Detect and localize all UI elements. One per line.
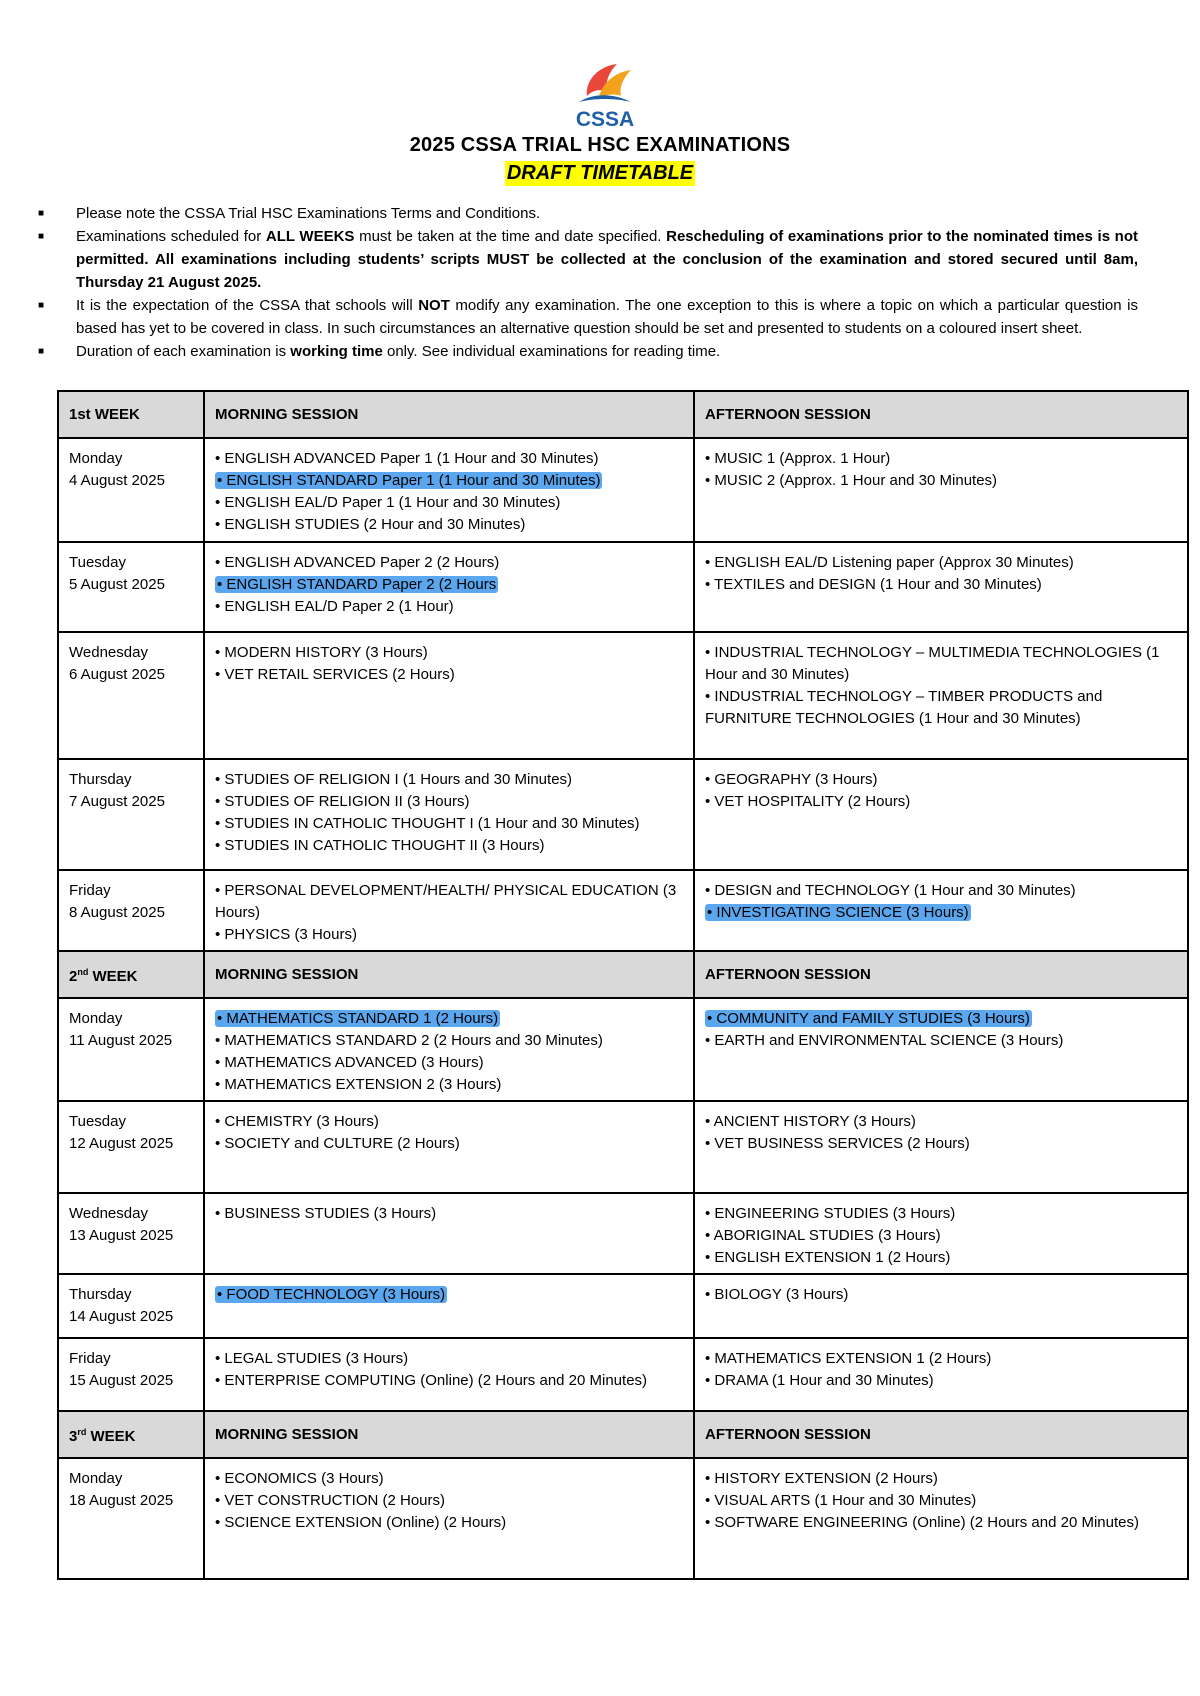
day-name: Friday (69, 1350, 111, 1367)
morning-cell (204, 1193, 694, 1274)
week-header-row (58, 951, 1188, 998)
exam-item: • CHEMISTRY (3 Hours) (215, 1113, 379, 1130)
day-name: Thursday (69, 1286, 132, 1303)
day-row (58, 542, 1188, 632)
afternoon-cell (694, 870, 1188, 951)
day-row (58, 998, 1188, 1101)
morning-cell (204, 1101, 694, 1193)
day-row (58, 870, 1188, 951)
day-row (58, 1274, 1188, 1338)
week-header-row (58, 391, 1188, 438)
exam-item: • VISUAL ARTS (1 Hour and 30 Minutes) (705, 1492, 977, 1509)
day-date: 15 August 2025 (69, 1372, 174, 1389)
note-item: ■ Please note the CSSA Trial HSC Examinations Terms and Conditions. (38, 205, 541, 222)
exam-item: • ENTERPRISE COMPUTING (Online) (2 Hours and 20 Minutes) (215, 1372, 648, 1389)
exam-item: • ENGLISH ADVANCED Paper 1 (1 Hour and 30 Minutes) (215, 450, 599, 467)
exam-item: • MODERN HISTORY (3 Hours) (215, 644, 428, 661)
exam-item: • MATHEMATICS EXTENSION 2 (3 Hours) (215, 1076, 502, 1093)
exam-item: • ENGLISH STUDIES (2 Hour and 30 Minutes) (215, 516, 526, 533)
week-header-row (58, 1411, 1188, 1458)
day-cell (58, 870, 204, 951)
day-date: 5 August 2025 (69, 576, 165, 593)
day-date: 7 August 2025 (69, 793, 165, 810)
exam-item: • ECONOMICS (3 Hours) (215, 1470, 384, 1487)
afternoon-session-header: AFTERNOON SESSION (694, 951, 1188, 998)
day-date: 11 August 2025 (69, 1032, 173, 1049)
afternoon-cell (694, 1101, 1188, 1193)
exam-item: • STUDIES OF RELIGION I (1 Hours and 30 Minutes) (215, 771, 573, 788)
exam-item: • BUSINESS STUDIES (3 Hours) (215, 1205, 437, 1222)
exam-item: • ENGLISH EAL/D Paper 2 (1 Hour) (215, 598, 454, 615)
day-date: 4 August 2025 (69, 472, 165, 489)
exam-item: • DESIGN and TECHNOLOGY (1 Hour and 30 Minutes) (705, 882, 1076, 899)
day-cell (58, 1338, 204, 1411)
exam-item: • STUDIES OF RELIGION II (3 Hours) (215, 793, 470, 810)
morning-cell (204, 870, 694, 951)
afternoon-cell (694, 1458, 1188, 1579)
morning-cell (204, 542, 694, 632)
day-cell (58, 998, 204, 1101)
exam-item: • SCIENCE EXTENSION (Online) (2 Hours) (215, 1514, 507, 1531)
exam-item: • MUSIC 1 (Approx. 1 Hour) (705, 450, 891, 467)
exam-item: • VET RETAIL SERVICES (2 Hours) (215, 666, 455, 683)
afternoon-cell (694, 759, 1188, 870)
day-date: 12 August 2025 (69, 1135, 174, 1152)
exam-item: • SOCIETY and CULTURE (2 Hours) (215, 1135, 460, 1152)
day-name: Friday (69, 882, 111, 899)
day-name: Wednesday (69, 1205, 148, 1222)
day-name: Tuesday (69, 554, 126, 571)
afternoon-cell (694, 542, 1188, 632)
day-cell (58, 1101, 204, 1193)
day-name: Monday (69, 450, 123, 467)
exam-item: • FOOD TECHNOLOGY (3 Hours) (217, 1286, 446, 1303)
exam-item: • MATHEMATICS STANDARD 1 (2 Hours) (217, 1010, 499, 1027)
day-row (58, 1101, 1188, 1193)
day-cell (58, 1458, 204, 1579)
exam-item: • ABORIGINAL STUDIES (3 Hours) (705, 1227, 941, 1244)
exam-item: • ENGLISH EXTENSION 1 (2 Hours) (705, 1249, 951, 1266)
day-date: 8 August 2025 (69, 904, 165, 921)
exam-item: • PERSONAL DEVELOPMENT/HEALTH/ PHYSICAL EDUCATION (3 Hours) (215, 882, 677, 921)
exam-item: • INDUSTRIAL TECHNOLOGY – MULTIMEDIA TECHNOLOGIES (1 Hour and 30 Minutes) (705, 644, 1160, 683)
exam-item: • MATHEMATICS STANDARD 2 (2 Hours and 30 Minutes) (215, 1032, 603, 1049)
exam-item: • HISTORY EXTENSION (2 Hours) (705, 1470, 938, 1487)
afternoon-session-header: AFTERNOON SESSION (694, 391, 1188, 438)
exam-item: • VET BUSINESS SERVICES (2 Hours) (705, 1135, 970, 1152)
day-cell (58, 632, 204, 759)
exam-item: • ANCIENT HISTORY (3 Hours) (705, 1113, 916, 1130)
day-name: Monday (69, 1470, 123, 1487)
morning-cell (204, 1338, 694, 1411)
page-title: 2025 CSSA TRIAL HSC EXAMINATIONS (409, 134, 791, 156)
exam-item: • EARTH and ENVIRONMENTAL SCIENCE (3 Hours) (705, 1032, 1064, 1049)
exam-item: • GEOGRAPHY (3 Hours) (705, 771, 878, 788)
afternoon-cell (694, 1338, 1188, 1411)
day-row (58, 632, 1188, 759)
page-subtitle: DRAFT TIMETABLE (506, 162, 694, 184)
day-cell (58, 438, 204, 542)
morning-cell (204, 998, 694, 1101)
afternoon-cell (694, 438, 1188, 542)
day-row (58, 759, 1188, 870)
exam-item: • VET HOSPITALITY (2 Hours) (705, 793, 911, 810)
morning-cell (204, 759, 694, 870)
morning-cell (204, 1274, 694, 1338)
exam-item: • LEGAL STUDIES (3 Hours) (215, 1350, 409, 1367)
logo-text: CSSA (575, 108, 635, 130)
exam-item: • COMMUNITY and FAMILY STUDIES (3 Hours) (707, 1010, 1030, 1027)
exam-item: • ENGLISH EAL/D Listening paper (Approx 30 Minutes) (705, 554, 1074, 571)
day-date: 13 August 2025 (69, 1227, 174, 1244)
day-row (58, 1338, 1188, 1411)
week-label: 2nd WEEK (58, 951, 204, 998)
day-date: 18 August 2025 (69, 1492, 174, 1509)
day-cell (58, 1193, 204, 1274)
notes-list (38, 202, 1138, 363)
exam-item: • ENGLISH STANDARD Paper 2 (2 Hours (217, 576, 497, 593)
day-name: Thursday (69, 771, 132, 788)
exam-item: • ENGINEERING STUDIES (3 Hours) (705, 1205, 956, 1222)
note-item: ■ Duration of each examination is working time only. See individual examinations for reading time. (38, 343, 721, 360)
day-row (58, 1458, 1188, 1579)
exam-item: • VET CONSTRUCTION (2 Hours) (215, 1492, 445, 1509)
exam-item: • ENGLISH STANDARD Paper 1 (1 Hour and 30 Minutes) (217, 472, 601, 489)
morning-cell (204, 438, 694, 542)
day-cell (58, 1274, 204, 1338)
morning-cell (204, 1458, 694, 1579)
exam-item: • MATHEMATICS ADVANCED (3 Hours) (215, 1054, 484, 1071)
cssa-logo (565, 58, 645, 130)
afternoon-cell (694, 998, 1188, 1101)
exam-item: • STUDIES IN CATHOLIC THOUGHT I (1 Hour and 30 Minutes) (215, 815, 640, 832)
day-row (58, 438, 1188, 542)
exam-item: • ENGLISH EAL/D Paper 1 (1 Hour and 30 Minutes) (215, 494, 561, 511)
exam-item: • INDUSTRIAL TECHNOLOGY – TIMBER PRODUCTS and FURNITURE TECHNOLOGIES (1 Hour and 30 Minutes) (705, 688, 1103, 727)
note-item: ■ Examinations scheduled for ALL WEEKS must be taken at the time and date specified. Rescheduling of examinations prior to the nominated times is not permitted. All examinations including students’ scripts MUST be collected at the conclusion of the examination and stored secured until 8am, Thursday 21 August 2025. (38, 228, 1139, 291)
morning-session-header: MORNING SESSION (204, 391, 694, 438)
morning-session-header: MORNING SESSION (204, 951, 694, 998)
exam-item: • MATHEMATICS EXTENSION 1 (2 Hours) (705, 1350, 992, 1367)
exam-item: • MUSIC 2 (Approx. 1 Hour and 30 Minutes) (705, 472, 998, 489)
exam-item: • DRAMA (1 Hour and 30 Minutes) (705, 1372, 934, 1389)
exam-item: • STUDIES IN CATHOLIC THOUGHT II (3 Hours) (215, 837, 545, 854)
day-name: Tuesday (69, 1113, 126, 1130)
day-cell (58, 542, 204, 632)
exam-item: • BIOLOGY (3 Hours) (705, 1286, 849, 1303)
exam-item: • INVESTIGATING SCIENCE (3 Hours) (707, 904, 969, 921)
exam-item: • PHYSICS (3 Hours) (215, 926, 357, 943)
week-label: 3rd WEEK (58, 1411, 204, 1458)
afternoon-cell (694, 632, 1188, 759)
afternoon-cell (694, 1274, 1188, 1338)
note-item: ■ It is the expectation of the CSSA that schools will NOT modify any examination. The one exception to this is where a topic on which a particular question is based has yet to be covered in class. In such circumstances an alternative question should be set and presented to students on a coloured insert sheet. (38, 297, 1138, 337)
day-name: Monday (69, 1010, 123, 1027)
morning-cell (204, 632, 694, 759)
timetable (57, 390, 1189, 1580)
day-row (58, 1193, 1188, 1274)
exam-item: • TEXTILES and DESIGN (1 Hour and 30 Minutes) (705, 576, 1042, 593)
week-label: 1st WEEK (58, 391, 204, 438)
morning-session-header: MORNING SESSION (204, 1411, 694, 1458)
day-date: 6 August 2025 (69, 666, 165, 683)
afternoon-cell (694, 1193, 1188, 1274)
day-cell (58, 759, 204, 870)
day-date: 14 August 2025 (69, 1308, 174, 1325)
exam-item: • ENGLISH ADVANCED Paper 2 (2 Hours) (215, 554, 500, 571)
day-name: Wednesday (69, 644, 148, 661)
exam-item: • SOFTWARE ENGINEERING (Online) (2 Hours and 20 Minutes) (705, 1514, 1139, 1531)
afternoon-session-header: AFTERNOON SESSION (694, 1411, 1188, 1458)
